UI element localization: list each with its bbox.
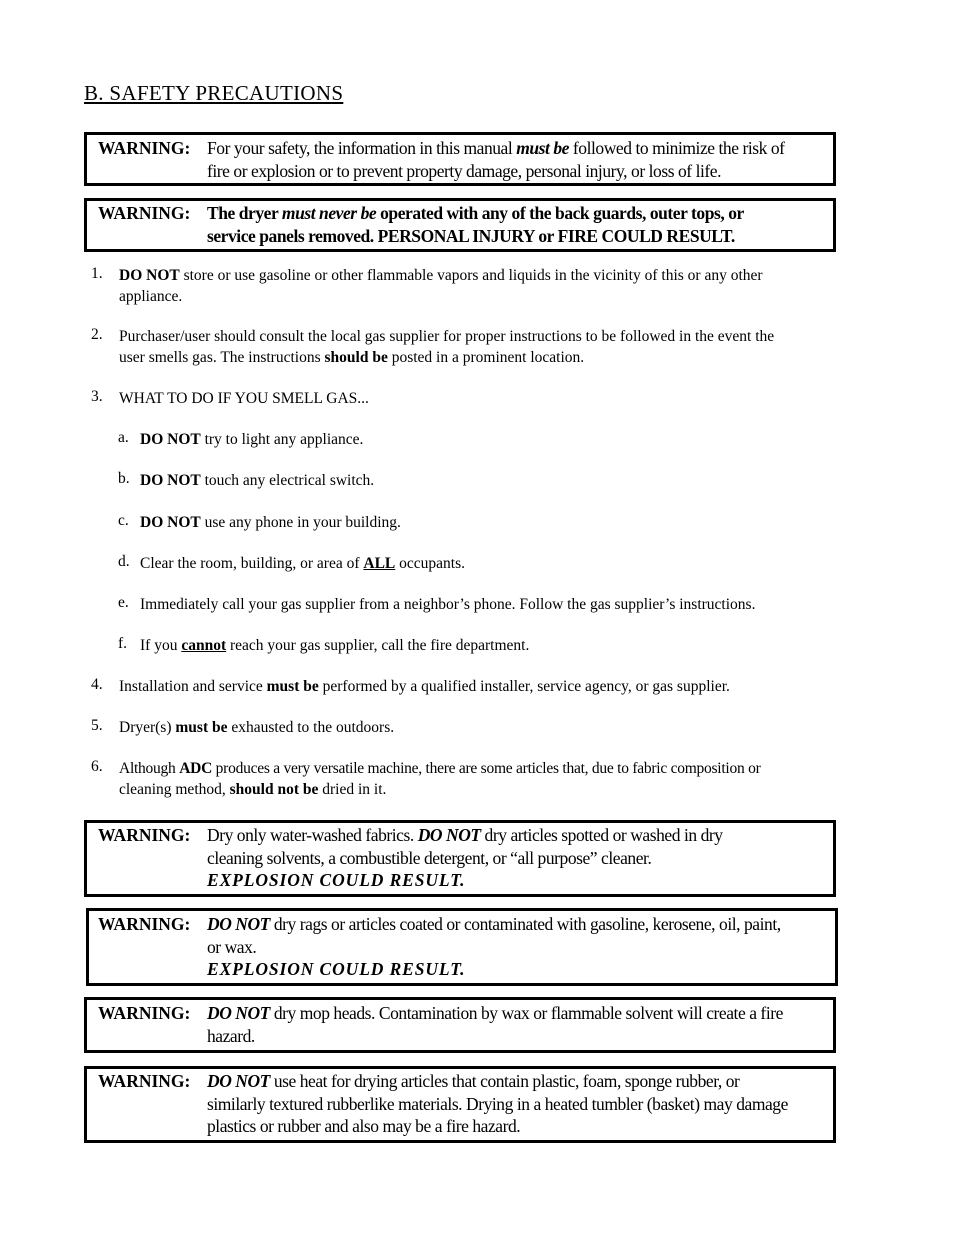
warning-text-line: or wax. <box>207 936 257 957</box>
list-number: 3. <box>91 388 103 405</box>
warning-emphasis: DO NOT <box>207 1003 270 1023</box>
section-heading: B. SAFETY PRECAUTIONS <box>84 81 344 105</box>
warning-emphasis: DO NOT <box>207 914 270 934</box>
item-text: exhausted to the outdoors. <box>227 719 395 736</box>
warning-text-part: operated with any of the back guards, outer tops, or <box>376 203 744 223</box>
sub-letter: e. <box>118 594 129 611</box>
sub-item <box>140 512 401 533</box>
emphasis-text: ALL <box>363 555 396 572</box>
item-text: Although <box>119 760 180 777</box>
warning-emphasis: must be <box>516 138 569 158</box>
warning-label: WARNING: <box>98 203 191 223</box>
list-number: 1. <box>91 265 103 282</box>
item-text: posted in a prominent location. <box>387 349 585 366</box>
item-text: dried in it. <box>318 781 387 798</box>
warning-text-part: dry articles spotted or washed in dry <box>480 825 723 845</box>
emphasis-text: should be <box>324 349 388 366</box>
item-text: Purchaser/user should consult the local gas supplier for proper instructions to be followed in the event the <box>119 328 775 345</box>
item-text: reach your gas supplier, call the fire department. <box>226 637 530 654</box>
emphasis-text: cannot <box>181 637 227 654</box>
list-number: 2. <box>91 326 103 343</box>
list-number: 5. <box>91 717 103 734</box>
item-text: user smells gas. The instructions <box>119 349 325 366</box>
sub-item <box>140 635 529 656</box>
warning-box-guards <box>84 198 836 252</box>
emphasis-text: ADC <box>179 760 213 777</box>
warning-box-plastics <box>84 1066 836 1143</box>
item-text: use any phone in your building. <box>200 514 401 531</box>
sub-letter: b. <box>118 470 130 487</box>
warning-text-line: cleaning solvents, a combustible detergent, or “all purpose” cleaner. <box>207 847 652 868</box>
item-text: Dryer(s) <box>119 719 176 736</box>
item-text: Clear the room, building, or area of <box>140 555 364 572</box>
warning-text <box>207 1002 823 1047</box>
item-text: performed by a qualified installer, service agency, or gas supplier. <box>318 678 730 695</box>
emphasis-text: DO NOT <box>119 267 180 284</box>
warning-text-part: followed to minimize the risk of <box>568 138 785 158</box>
list-item <box>119 717 842 738</box>
item-text: WHAT TO DO IF YOU SMELL GAS... <box>119 390 369 407</box>
warning-text-part: The dryer <box>207 203 282 223</box>
emphasis-text: must be <box>266 678 319 695</box>
warning-text <box>207 913 825 981</box>
item-text: produces a very versatile machine, there are some articles that, due to fabric composition or <box>212 760 761 777</box>
list-item <box>119 676 842 697</box>
warning-text-line: plastics or rubber and also may be a fire hazard. <box>207 1116 521 1136</box>
warning-text-part: For your safety, the information in this manual <box>207 138 517 158</box>
warning-text-part: dry rags or articles coated or contaminated with gasoline, kerosene, oil, paint, <box>269 914 781 934</box>
warning-label: WARNING: <box>98 1003 191 1023</box>
sub-letter: c. <box>118 512 129 529</box>
emphasis-text: DO NOT <box>140 514 201 531</box>
emphasis-text: DO NOT <box>140 431 201 448</box>
list-item <box>119 758 842 800</box>
warning-box-rags <box>86 908 838 986</box>
item-text: Immediately call your gas supplier from a neighbor’s phone. Follow the gas supplier’s instructions. <box>140 596 756 613</box>
warning-label: WARNING: <box>98 914 191 934</box>
warning-emphasis: must never be <box>281 203 377 223</box>
emphasis-text: should not be <box>229 781 319 798</box>
warning-text-line: similarly textured rubberlike materials. Drying in a heated tumbler (basket) may damage <box>207 1093 788 1114</box>
item-text: occupants. <box>395 555 465 572</box>
item-text: cleaning method, <box>119 781 230 798</box>
warning-emphasis: DO NOT <box>207 1071 270 1091</box>
sub-letter: f. <box>118 635 128 652</box>
list-item <box>119 265 842 307</box>
warning-text <box>207 1070 823 1138</box>
item-text: try to light any appliance. <box>200 431 364 448</box>
warning-text-part: use heat for drying articles that contain plastic, foam, sponge rubber, or <box>269 1071 740 1091</box>
sub-letter: d. <box>118 553 130 570</box>
item-text: If you <box>140 637 182 654</box>
warning-text <box>207 137 823 182</box>
sub-item <box>140 470 374 491</box>
warning-box-safety <box>84 132 836 186</box>
list-number: 4. <box>91 676 103 693</box>
emphasis-text: must be <box>175 719 228 736</box>
item-text: touch any electrical switch. <box>200 472 375 489</box>
item-text-line: appliance. <box>119 288 183 305</box>
item-text: store or use gasoline or other flammable vapors and liquids in the vicinity of this or any other <box>179 267 763 284</box>
warning-text-part: Dry only water-washed fabrics. <box>207 825 418 845</box>
emphasis-text: DO NOT <box>140 472 201 489</box>
warning-text-part: dry mop heads. Contamination by wax or flammable solvent will create a fire <box>269 1003 783 1023</box>
warning-text <box>207 202 823 247</box>
warning-text-line: fire or explosion or to prevent property damage, personal injury, or loss of life. <box>207 160 722 181</box>
warning-text-line: service panels removed. PERSONAL INJURY or FIRE COULD RESULT. <box>207 225 735 246</box>
warning-text <box>207 824 823 892</box>
item-text: Installation and service <box>119 678 267 695</box>
warning-label: WARNING: <box>98 138 191 158</box>
warning-label: WARNING: <box>98 1071 191 1091</box>
list-item <box>119 326 842 368</box>
warning-text-line: hazard. <box>207 1025 255 1046</box>
warning-emphasis: DO NOT <box>417 825 481 845</box>
list-number: 6. <box>91 758 103 775</box>
warning-box-mop-heads <box>84 997 836 1053</box>
sub-letter: a. <box>118 429 129 446</box>
sub-item <box>140 553 465 574</box>
sub-item <box>140 429 363 450</box>
warning-box-dry-cleaning <box>84 820 836 897</box>
sub-item <box>140 594 755 615</box>
explosion-warning: EXPLOSION COULD RESULT. <box>207 870 466 890</box>
warning-label: WARNING: <box>98 825 191 845</box>
list-item <box>119 388 842 409</box>
explosion-warning: EXPLOSION COULD RESULT. <box>207 959 466 979</box>
